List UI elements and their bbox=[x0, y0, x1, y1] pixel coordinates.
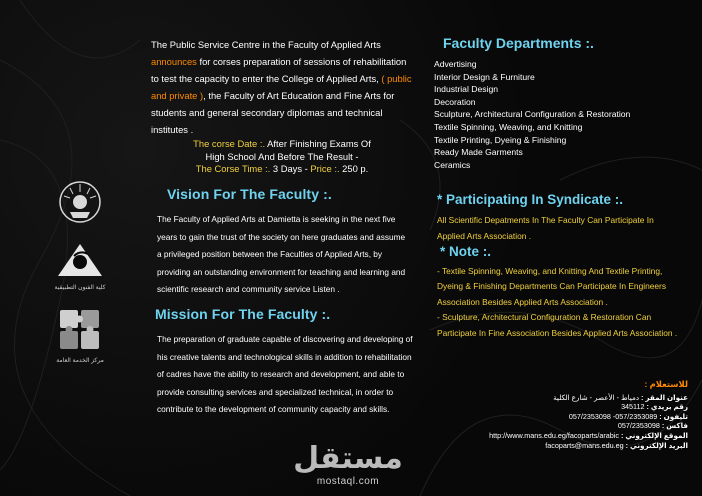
contact-title: للاستعلام : bbox=[644, 379, 688, 389]
course-date-value: After Finishing Exams Of bbox=[265, 138, 371, 149]
department-item: Interior Design & Furniture bbox=[434, 71, 535, 82]
vision-heading: Vision For The Faculty :. bbox=[167, 186, 332, 202]
website-label: الموقع الإلكتروني : bbox=[620, 430, 688, 440]
faculty-logo-caption: كلية الفنون التطبيقية bbox=[54, 285, 106, 291]
department-item: Ready Made Garments bbox=[434, 147, 523, 158]
course-date-label: The corse Date :. bbox=[193, 138, 266, 149]
website-link[interactable]: http://www.mans.edu.eg/facoparts/arabic bbox=[489, 430, 621, 440]
course-info bbox=[151, 138, 413, 176]
faculty-logo-icon bbox=[54, 240, 106, 280]
vision-text: The Faculty of Applied Arts at Damietta is seeking in the next five years to gain the trust of the society on here graduates and assume a privileged position between the Faculties of Applied Arts, by providing an outstanding environment for teaching and learning and scientific research and community service Listen . bbox=[157, 214, 406, 295]
postal-value: 345112 bbox=[621, 402, 647, 412]
university-emblem-icon bbox=[58, 180, 102, 224]
departments-list bbox=[434, 58, 630, 171]
course-time-label: The Corse Time :. bbox=[195, 163, 271, 174]
watermark-latin: mostaql.com bbox=[316, 476, 380, 487]
note-heading: * Note :. bbox=[440, 244, 492, 259]
email-link[interactable]: facoparts@mans.edu.eg bbox=[545, 440, 626, 450]
watermark-arabic: مستقل bbox=[293, 441, 403, 476]
department-item: Textile Printing, Dyeing & Finishing bbox=[434, 134, 567, 145]
mission-heading: Mission For The Faculty :. bbox=[155, 306, 331, 322]
department-item: Industrial Design bbox=[434, 84, 499, 95]
department-item: Advertising bbox=[434, 59, 477, 69]
department-item: Sculpture, Architectural Configuration & Restoration bbox=[434, 109, 631, 120]
service-centre-caption: مركز الخدمة العامة bbox=[56, 358, 104, 364]
syndicate-text: All Scientific Depatments In The Faculty Can Participate In Applied Arts Association . bbox=[437, 215, 654, 241]
notes-block bbox=[437, 264, 683, 341]
address-label: عنوان المقر : bbox=[641, 392, 688, 402]
department-item: Textile Spinning, Weaving, and Knitting bbox=[434, 121, 583, 132]
puzzle-logo-icon bbox=[57, 307, 103, 353]
postal-label: رقم بريدي : bbox=[646, 402, 688, 412]
intro-text-1: The Public Service Centre in the Faculty of Applied Arts bbox=[151, 39, 381, 50]
intro-text-2: for corses preparation of sessions of rehabilitation to test the capacity to enter the College of Applied Arts, bbox=[151, 56, 407, 84]
department-item: Decoration bbox=[434, 96, 476, 107]
contact-block bbox=[438, 380, 688, 450]
note-item: - Textile Spinning, Weaving, and Knitting And Textile Printing, Dyeing & Finishing Departments Can Participate In Engineers Association Besides Applied Arts Association . bbox=[437, 266, 667, 307]
mission-text: The preparation of graduate capable of discovering and developing of his creative talents and technological skills in addition to rehabilitation of cadres have the ability to research and development, and able to provide consulting services and specialized technical, in order to contribute to the development of community capacity and skills. bbox=[157, 334, 413, 415]
address-value: دمياط - الأعصر - شارع الكلية bbox=[553, 392, 642, 402]
phone-label: تليفون : bbox=[659, 411, 688, 421]
intro-public-private: ( public and private ) bbox=[151, 73, 412, 101]
course-price-label: Price :. bbox=[310, 163, 340, 174]
fax-value: 057/2353098 bbox=[617, 421, 662, 431]
course-price-value: 250 p. bbox=[339, 163, 369, 174]
watermark bbox=[278, 441, 418, 487]
intro-highlight: announces bbox=[151, 56, 197, 67]
note-item: - Sculpture, Architectural Configuration & Restoration Can Participate In Fine Association Besides Applied Arts Association . bbox=[437, 312, 678, 338]
course-time-value: 3 Days - bbox=[270, 163, 311, 174]
course-date-value-2: High School And Before The Result - bbox=[205, 150, 359, 162]
fax-label: فاكس : bbox=[661, 421, 688, 431]
syndicate-heading: * Participating In Syndicate :. bbox=[437, 192, 624, 207]
phone-value: 057/2353089- 057/2353098 bbox=[568, 411, 660, 421]
departments-heading: Faculty Departments :. bbox=[443, 35, 594, 51]
intro-text-3: , the Faculty of Art Education and Fine Arts for students and general secondary diplomas and technical institutes . bbox=[151, 90, 395, 135]
intro-paragraph bbox=[151, 36, 413, 138]
email-label: البريد الإلكتروني : bbox=[625, 440, 688, 450]
department-item: Ceramics bbox=[434, 159, 471, 170]
logos-column bbox=[44, 180, 116, 380]
